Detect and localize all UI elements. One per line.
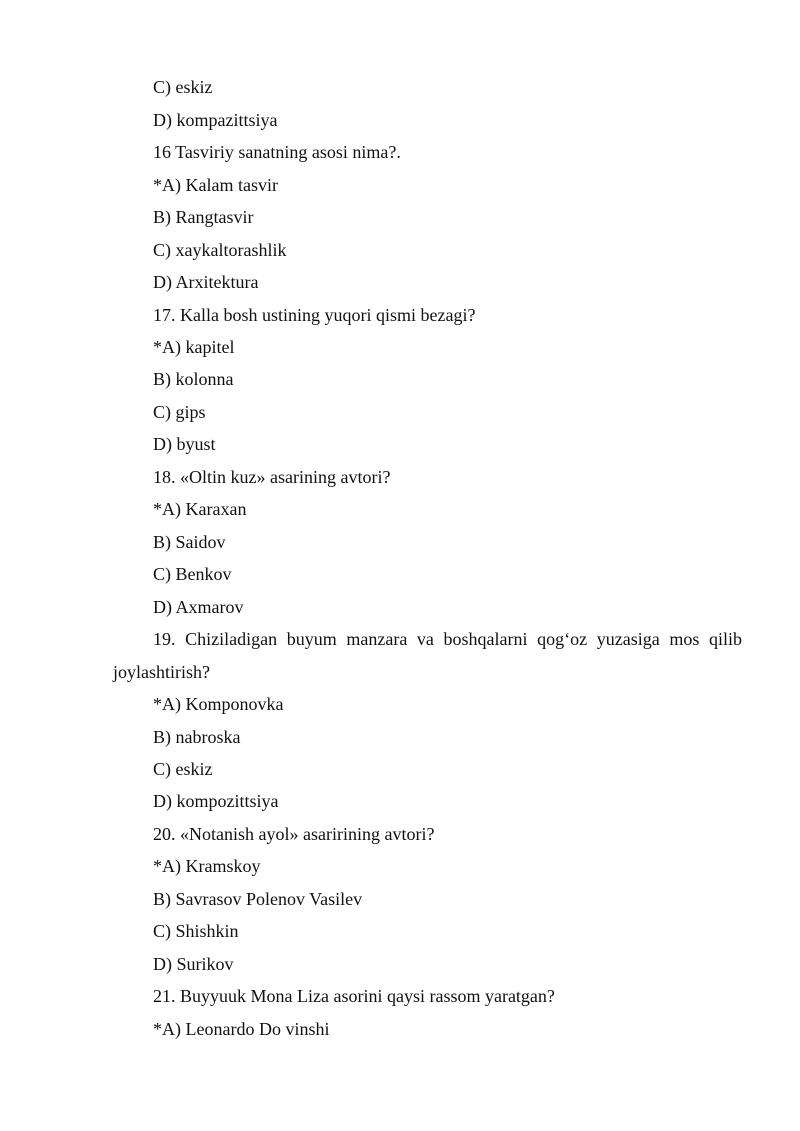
question-18: 18. «Oltin kuz» asarining avtori? bbox=[153, 467, 391, 487]
question-19-line1: 19. Chiziladigan buyum manzara va boshqalarni qog‘oz yuzasiga mos qilib bbox=[153, 629, 742, 649]
answer-a-q20: *A) Kramskoy bbox=[153, 856, 261, 876]
answer-c-q18: C) Benkov bbox=[153, 564, 232, 584]
answer-b-q16: B) Rangtasvir bbox=[153, 207, 254, 227]
answer-d-q19: D) kompozittsiya bbox=[153, 791, 279, 811]
question-20: 20. «Notanish ayol» asaririning avtori? bbox=[153, 824, 435, 844]
answer-a-q16: *A) Kalam tasvir bbox=[153, 175, 278, 195]
answer-b-q18: B) Saidov bbox=[153, 532, 226, 552]
answer-a-q21: *A) Leonardo Do vinshi bbox=[153, 1019, 330, 1039]
answer-d-q16: D) Arxitektura bbox=[153, 272, 259, 292]
answer-c-q17: C) gips bbox=[153, 402, 206, 422]
question-19-line2: joylashtirish? bbox=[113, 662, 210, 682]
answer-b-q19: B) nabroska bbox=[153, 727, 241, 747]
answer-d-q20: D) Surikov bbox=[153, 954, 234, 974]
answer-d-q17: D) byust bbox=[153, 434, 216, 454]
answer-c-q19: C) eskiz bbox=[153, 759, 213, 779]
answer-c-q15: C) eskiz bbox=[153, 77, 213, 97]
answer-d-q18: D) Axmarov bbox=[153, 597, 244, 617]
answer-a-q19: *A) Komponovka bbox=[153, 694, 284, 714]
question-21: 21. Buyyuuk Mona Liza asorini qaysi rassom yaratgan? bbox=[153, 986, 555, 1006]
answer-a-q17: *A) kapitel bbox=[153, 337, 235, 357]
answer-b-q17: B) kolonna bbox=[153, 369, 234, 389]
answer-c-q20: C) Shishkin bbox=[153, 921, 239, 941]
answer-c-q16: C) xaykaltorashlik bbox=[153, 240, 287, 260]
answer-a-q18: *A) Karaxan bbox=[153, 499, 247, 519]
answer-d-q15: D) kompazittsiya bbox=[153, 110, 278, 130]
question-16: 16 Tasviriy sanatning asosi nima?. bbox=[153, 142, 401, 162]
question-17: 17. Kalla bosh ustining yuqori qismi bezagi? bbox=[153, 305, 476, 325]
answer-b-q20: B) Savrasov Polenov Vasilev bbox=[153, 889, 363, 909]
